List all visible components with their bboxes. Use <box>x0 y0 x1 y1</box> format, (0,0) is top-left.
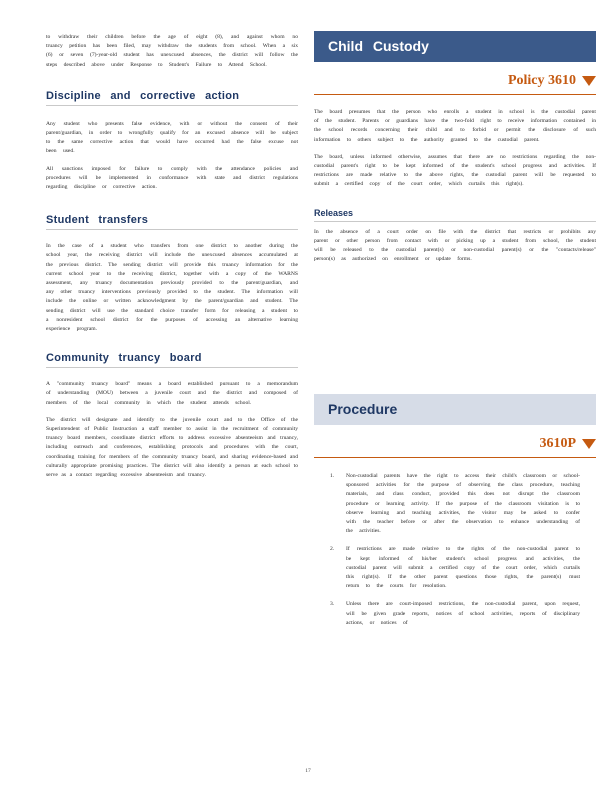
section-divider <box>314 221 596 222</box>
policy-code <box>508 73 596 89</box>
releases-section <box>314 208 596 265</box>
procedure-code-label: 3610P <box>539 436 576 451</box>
section-divider <box>46 105 298 106</box>
procedure-code <box>539 436 596 452</box>
transfers-section <box>46 214 298 334</box>
discipline-heading: Discipline and corrective action <box>46 89 240 102</box>
step-number: 3. <box>330 601 335 608</box>
child-custody-banner: Child Custody <box>314 31 596 62</box>
procedure-step <box>330 545 580 591</box>
policy-code-label: Policy 3610 <box>507 73 576 88</box>
discipline-section <box>46 90 298 192</box>
releases-paragraph: In the absence of a court order on file with the district that restricts or prohibits any parent or other person from contact with or picking up a student from school, the student will be released to the custodial parent(s) or non-custodial parent(s) or the "contacts/release" person(s) as authorized on enrollment or update forms. <box>314 228 596 263</box>
community-board-paragraph-2: The district will designate and identify to the juvenile court and to the Office of the Superintendent of Public Instruction a staff member to assist in the recruitment of community truancy board members, coordinate district efforts to address excessive absenteeism and truancy, including outreach and conferences, establishing protocols and procedures with the court, coordinating training for members of the community truancy board, and sharing evidence-based and culturally appropriate promising practices. The district will also identify a person at each school to serve as a contact regarding excessive absenteeism and truancy. <box>46 416 298 479</box>
section-divider <box>46 367 298 368</box>
step-text: Unless there are court-imposed restrictions, the non-custodial parent, upon request, will be given grade reports, notices of school activities, reports of disciplinary actions, or notices of <box>346 601 580 626</box>
page-number: 17 <box>305 768 311 774</box>
community-board-paragraph-1: A "community truancy board" means a board established pursuant to a memorandum of understanding (MOU) between a juvenile court and the district and composed of members of the local community in which the student attends school. <box>46 381 298 406</box>
community-board-section <box>46 352 298 480</box>
step-text: If restrictions are made relative to the rights of the non-custodial parent to be kept informed of his/her student's school progress and activities, the custodial parent will submit a certified copy of the court order, which curtails this right(s). If the other parent questions those rights, the parent(s) must return to the courts for resolution. <box>346 546 580 590</box>
triangle-down-icon <box>582 439 596 449</box>
procedure-step <box>330 472 580 536</box>
discipline-paragraph-2: All sanctions imposed for failure to comply with the attendance policies and procedures will be implemented in conformance with state and district regulations regarding discipline or corrective action. <box>46 165 298 191</box>
custody-paragraph-1: The board presumes that the person who enrolls a student in school is the custodial parent of the student. Parents or guardians have the two-fold right to receive information contained in the school records concerning their child and to forbid or permit the disclosure of such information to others subject to the authority granted to the custodial parent. <box>314 109 596 143</box>
intro-paragraph: to withdraw their children before the age of eight (8), and against whom no truancy petition has been filed, may withdraw the students from school. When a six (6) or seven (7)-year-old student has unexcused absences, the district will follow the steps described above under Response to Student's Failure to Attend School. <box>46 34 298 68</box>
releases-heading: Releases <box>314 207 354 218</box>
step-text: Non-custodial parents have the right to access their child's classroom or school-sponsored activities for the purpose of observing the class procedure, teaching materials, and class conduct, provided this does not disrupt the classroom procedure or learning activity. If the purpose of the classroom visitation is to observe learning and teaching activities, the visitor may be asked to confer with the teacher before or after the observation to enhance understanding of the activities. <box>346 473 580 535</box>
procedure-steps-column <box>330 472 580 637</box>
procedure-code-divider <box>314 457 596 458</box>
custody-paragraph-2: The board, unless informed otherwise, assumes that there are no restrictions regarding the non-custodial parent's right to be kept informed of the student's school progress and activities. If restrictions are made relative to the above rights, the custodial parent will be requested to submit a certified copy of the court order, which curtails this right(s). <box>314 153 596 188</box>
section-divider <box>46 229 298 230</box>
community-board-heading: Community truancy board <box>46 352 202 365</box>
step-number: 2. <box>330 546 335 553</box>
procedure-steps-list <box>330 472 580 628</box>
triangle-down-icon <box>582 76 596 86</box>
procedure-step <box>330 600 580 628</box>
discipline-paragraph-1: Any student who presents false evidence, with or without the consent of their parent/guardian, in order to wrongfully qualify for an excused absence will be subject to the same corrective action that would have occurred had the false excuse not been used. <box>46 120 298 155</box>
transfers-heading: Student transfers <box>46 214 149 227</box>
step-number: 1. <box>330 473 335 479</box>
right-column <box>314 108 596 272</box>
transfers-paragraph: In the case of a student who transfers from one district to another during the school year, the receiving district will include the unexcused absences accumulated at the previous district. The sending district will provide this truancy information for the current school year to the receiving district, together with a copy of the WARNS assessment, any truancy documentation previously provided to the parent/guardian, and any other truancy interventions previously provided to the student. The information will include the online or written acknowledgment by the parent/guardian and student. The sending district will use the standard choice transfer form for releasing a student to a nonresident school district for the purposes of accessing an alternative learning experience program. <box>46 243 298 333</box>
left-column <box>46 0 298 488</box>
policy-code-divider <box>314 94 596 95</box>
procedure-banner: Procedure <box>314 394 596 425</box>
